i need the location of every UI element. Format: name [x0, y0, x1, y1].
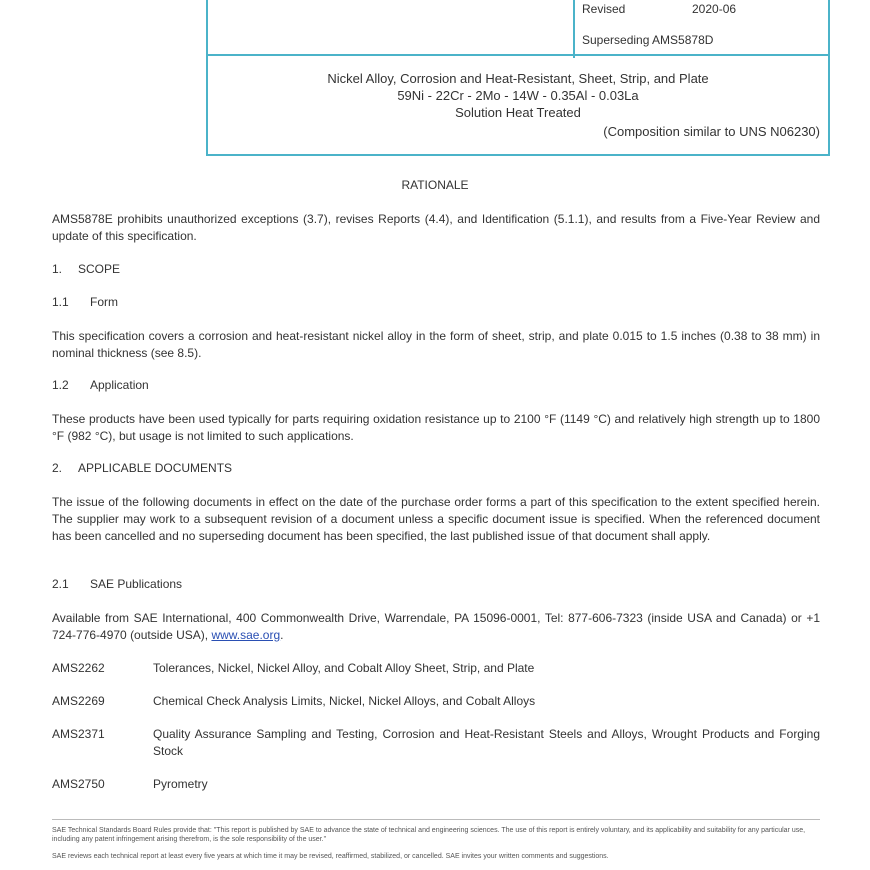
rationale-text: AMS5878E prohibits unauthorized exceptions (3.7), revises Reports (4.4), and Identification (5.1.1), and results from a Five-Year Review and update of this specification.: [52, 212, 820, 243]
section-title: SCOPE: [78, 262, 121, 276]
section-2-heading: [52, 461, 232, 475]
document-code: AMS2371: [52, 727, 105, 741]
section-number: 1.: [52, 262, 63, 276]
document-code: AMS2269: [52, 694, 105, 708]
header-divider-horizontal: [208, 54, 828, 56]
section-1-1-heading: [52, 295, 118, 309]
footer-divider: [52, 819, 820, 820]
header-divider-vertical: [573, 0, 575, 58]
document-code: AMS2262: [52, 661, 105, 675]
title-line-3: Solution Heat Treated: [455, 105, 581, 120]
section-number: 2.: [52, 461, 63, 475]
title-line-1: Nickel Alloy, Corrosion and Heat-Resistant, Sheet, Strip, and Plate: [327, 71, 709, 86]
document-title-text: Quality Assurance Sampling and Testing, Corrosion and Heat-Resistant Steels and Alloys, Wrought Products and Forging Stock: [153, 727, 820, 758]
document-code: AMS2750: [52, 777, 105, 791]
applicable-text: The issue of the following documents in effect on the date of the purchase order forms a part of this specification to the extent specified herein. The supplier may work to a subsequent revision of a document unless a specific document issue is specified. When the referenced document has been cancelled and no superseding document has been specified, the last published issue of that document shall apply.: [52, 495, 820, 543]
superseding-row: Superseding AMS5878D: [582, 33, 714, 47]
composition-note: (Composition similar to UNS N06230): [603, 124, 820, 139]
footer-notice-2: SAE reviews each technical report at least every five years at which time it may be revised, reaffirmed, stabilized, or cancelled. SAE invites your written comments and suggestions.: [52, 853, 609, 860]
revised-label: Revised: [582, 2, 626, 16]
section-1-heading: [52, 262, 120, 276]
form-text: This specification covers a corrosion and heat-resistant nickel alloy in the form of sheet, strip, and plate 0.015 to 1.5 inches (0.38 to 38 mm) in nominal thickness (see 8.5).: [52, 329, 820, 360]
section-2-1-heading: [52, 577, 182, 591]
header-box: [206, 0, 830, 156]
section-title: Application: [90, 378, 149, 392]
section-title: SAE Publications: [90, 577, 183, 591]
document-title: [208, 70, 828, 121]
section-title: Form: [90, 295, 118, 309]
document-title-text: Tolerances, Nickel, Nickel Alloy, and Cobalt Alloy Sheet, Strip, and Plate: [153, 661, 535, 675]
application-text: These products have been used typically for parts requiring oxidation resistance up to 2100 °F (1149 °C) and relatively high strength up to 1800 °F (982 °C), but usage is not limited to such applications.: [52, 412, 820, 443]
section-title: APPLICABLE DOCUMENTS: [78, 461, 233, 475]
section-number: 2.1: [52, 577, 69, 591]
document-title-text: Chemical Check Analysis Limits, Nickel, Nickel Alloys, and Cobalt Alloys: [153, 694, 536, 708]
section-number: 1.2: [52, 378, 69, 392]
revised-row: [582, 2, 736, 16]
section-number: 1.1: [52, 295, 69, 309]
sae-website-link[interactable]: www.sae.org: [211, 628, 281, 642]
rationale-heading: RATIONALE: [401, 178, 469, 192]
sae-period: .: [280, 628, 284, 642]
title-line-2: 59Ni - 22Cr - 2Mo - 14W - 0.35Al - 0.03La: [397, 88, 639, 103]
section-1-2-heading: [52, 378, 149, 392]
document-title-text: Pyrometry: [153, 777, 208, 791]
sae-address: Available from SAE International, 400 Commonwealth Drive, Warrendale, PA 15096-0001, Tel: 877-606-7323 (inside USA and Canada) or +1 724-776-4970 (outside USA),: [52, 611, 820, 642]
revised-value: 2020-06: [692, 2, 737, 16]
footer-notice-1: SAE Technical Standards Board Rules provide that: "This report is published by SAE to advance the state of technical and engineering sciences. The use of this report is entirely voluntary, and its applicability and suitability for any particular use, including any patent infringement arising therefrom, is the sole responsibility of the user.": [52, 827, 806, 843]
sae-publications-text: [52, 610, 820, 644]
